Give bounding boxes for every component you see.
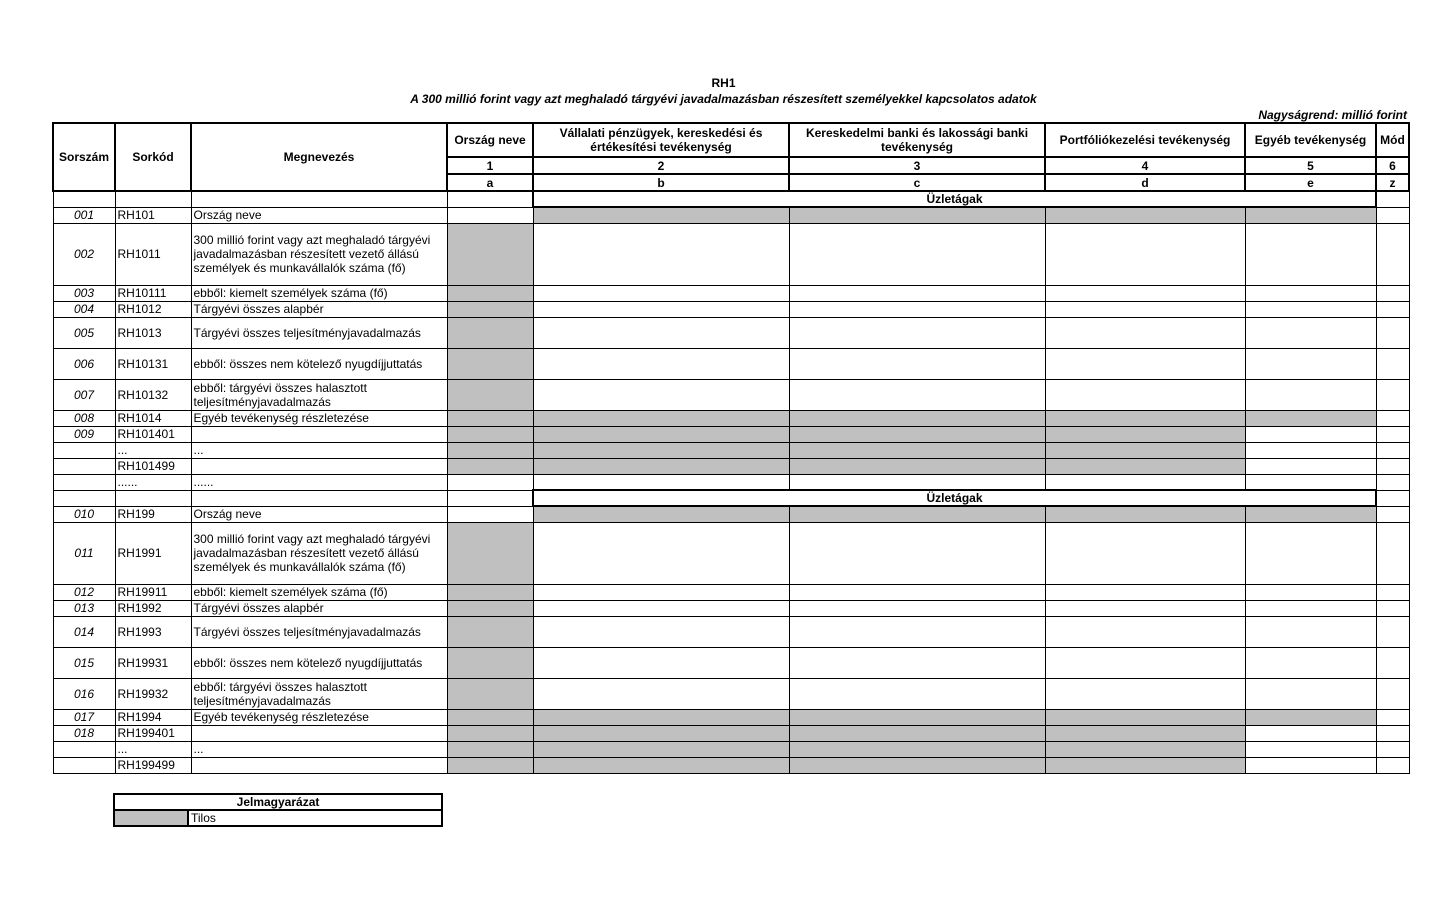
- table-row: [53, 317, 1409, 348]
- data-cell: [1045, 522, 1245, 584]
- row-code: RH1993: [115, 616, 191, 647]
- row-number: [53, 442, 115, 458]
- legend-item: Tilos: [188, 810, 442, 826]
- empty-cell: [115, 490, 191, 506]
- data-cell: [533, 600, 789, 616]
- header-num-6: 6: [1376, 157, 1409, 174]
- row-code: RH19932: [115, 678, 191, 709]
- shaded-cell: [789, 458, 1045, 474]
- row-number: 017: [53, 709, 115, 725]
- data-cell: [447, 207, 533, 223]
- shaded-cell: [1245, 410, 1376, 426]
- data-cell: [1376, 757, 1409, 773]
- data-cell: [533, 348, 789, 379]
- row-code: RH199499: [115, 757, 191, 773]
- row-code: RH1011: [115, 223, 191, 285]
- header-sorkod: Sorkód: [115, 123, 191, 191]
- row-description: ebből: kiemelt személyek száma (fő): [191, 285, 447, 301]
- shaded-cell: [533, 458, 789, 474]
- empty-cell: [1376, 490, 1409, 506]
- table-row: [53, 442, 1409, 458]
- row-description: [191, 757, 447, 773]
- report-code: RH1: [711, 76, 736, 90]
- shaded-cell: [789, 442, 1045, 458]
- shaded-cell: [447, 379, 533, 410]
- row-code: RH199401: [115, 725, 191, 741]
- shaded-cell: [447, 223, 533, 285]
- header-col-2: Vállalati pénzügyek, kereskedési és értékesítési tevékenység: [533, 123, 789, 157]
- header-megnevezes: Megnevezés: [191, 123, 447, 191]
- data-cell: [789, 678, 1045, 709]
- shaded-cell: [1245, 506, 1376, 522]
- shaded-cell: [447, 757, 533, 773]
- data-cell: [1045, 301, 1245, 317]
- data-cell: [789, 647, 1045, 678]
- row-description: ebből: kiemelt személyek száma (fő): [191, 584, 447, 600]
- section-row: [53, 490, 1409, 506]
- shaded-cell: [1045, 757, 1245, 773]
- data-cell: [533, 474, 789, 490]
- data-cell: [1045, 285, 1245, 301]
- data-cell: [1045, 600, 1245, 616]
- data-cell: [1045, 616, 1245, 647]
- data-cell: [533, 616, 789, 647]
- header-col-3: Kereskedelmi banki és lakossági banki tevékenység: [789, 123, 1045, 157]
- data-cell: [1376, 600, 1409, 616]
- shaded-cell: [789, 741, 1045, 757]
- shaded-cell: [533, 709, 789, 725]
- row-number: [53, 474, 115, 490]
- shaded-cell: [1045, 207, 1245, 223]
- shaded-cell: [533, 426, 789, 442]
- table-row: [53, 223, 1409, 285]
- header-num-4: 4: [1045, 157, 1245, 174]
- row-description: [191, 458, 447, 474]
- row-description: ebből: összes nem kötelező nyugdíjjuttatás: [191, 348, 447, 379]
- table-row: [53, 285, 1409, 301]
- row-description: Ország neve: [191, 506, 447, 522]
- row-description: ...: [191, 442, 447, 458]
- data-cell: [1376, 442, 1409, 458]
- table-row: [53, 725, 1409, 741]
- table-row: [53, 522, 1409, 584]
- header-letter-c: c: [789, 174, 1045, 191]
- data-cell: [533, 379, 789, 410]
- row-code: RH19931: [115, 647, 191, 678]
- row-description: Ország neve: [191, 207, 447, 223]
- row-description: Egyéb tevékenység részletezése: [191, 410, 447, 426]
- data-cell: [789, 616, 1045, 647]
- table-row: [53, 426, 1409, 442]
- data-cell: [1245, 426, 1376, 442]
- row-number: [53, 757, 115, 773]
- shaded-cell: [1045, 426, 1245, 442]
- shaded-cell: [533, 506, 789, 522]
- shaded-cell: [1245, 207, 1376, 223]
- data-cell: [789, 348, 1045, 379]
- shaded-cell: [447, 709, 533, 725]
- shaded-cell: [447, 285, 533, 301]
- row-code: RH10132: [115, 379, 191, 410]
- header-col-6: Mód: [1376, 123, 1409, 157]
- data-cell: [1376, 725, 1409, 741]
- row-number: 010: [53, 506, 115, 522]
- empty-cell: [115, 191, 191, 207]
- row-number: [53, 741, 115, 757]
- data-cell: [1045, 647, 1245, 678]
- header-num-5: 5: [1245, 157, 1376, 174]
- table-row: [53, 584, 1409, 600]
- shaded-cell: [447, 725, 533, 741]
- data-cell: [789, 223, 1045, 285]
- data-cell: [1376, 616, 1409, 647]
- row-code: ...: [115, 442, 191, 458]
- table-row: [53, 616, 1409, 647]
- table-row: [53, 410, 1409, 426]
- legend-swatch: [114, 810, 188, 826]
- header-sorszam: Sorszám: [53, 123, 115, 191]
- shaded-cell: [1045, 741, 1245, 757]
- row-code: RH19911: [115, 584, 191, 600]
- shaded-cell: [447, 426, 533, 442]
- data-cell: [1245, 223, 1376, 285]
- data-table: [52, 122, 1410, 774]
- table-row: [53, 474, 1409, 490]
- row-number: 002: [53, 223, 115, 285]
- unit-label: Nagyságrend: millió forint: [1258, 108, 1407, 122]
- data-cell: [1376, 506, 1409, 522]
- data-cell: [1376, 741, 1409, 757]
- row-number: 004: [53, 301, 115, 317]
- table-row: [53, 301, 1409, 317]
- data-cell: [1376, 647, 1409, 678]
- shaded-cell: [447, 348, 533, 379]
- data-cell: [1376, 285, 1409, 301]
- data-cell: [447, 506, 533, 522]
- row-code: RH101401: [115, 426, 191, 442]
- data-cell: [1245, 348, 1376, 379]
- table-row: [53, 506, 1409, 522]
- row-description: Tárgyévi összes alapbér: [191, 600, 447, 616]
- data-cell: [447, 474, 533, 490]
- data-cell: [1245, 600, 1376, 616]
- data-cell: [1245, 522, 1376, 584]
- table-row: [53, 348, 1409, 379]
- shaded-cell: [447, 584, 533, 600]
- data-cell: [533, 584, 789, 600]
- row-number: 007: [53, 379, 115, 410]
- row-description: Tárgyévi összes teljesítményjavadalmazás: [191, 317, 447, 348]
- row-description: Tárgyévi összes alapbér: [191, 301, 447, 317]
- data-cell: [789, 600, 1045, 616]
- row-number: 011: [53, 522, 115, 584]
- data-cell: [1376, 379, 1409, 410]
- row-description: Tárgyévi összes teljesítményjavadalmazás: [191, 616, 447, 647]
- data-cell: [533, 317, 789, 348]
- table-row: [53, 458, 1409, 474]
- shaded-cell: [789, 207, 1045, 223]
- header-col-4: Portfóliókezelési tevékenység: [1045, 123, 1245, 157]
- data-cell: [1376, 348, 1409, 379]
- data-cell: [1045, 317, 1245, 348]
- data-cell: [533, 285, 789, 301]
- shaded-cell: [447, 647, 533, 678]
- shaded-cell: [533, 410, 789, 426]
- shaded-cell: [447, 522, 533, 584]
- empty-cell: [1376, 191, 1409, 207]
- data-cell: [1376, 410, 1409, 426]
- row-number: 014: [53, 616, 115, 647]
- table-row: [53, 757, 1409, 773]
- row-number: 009: [53, 426, 115, 442]
- row-number: [53, 458, 115, 474]
- shaded-cell: [1045, 709, 1245, 725]
- shaded-cell: [533, 725, 789, 741]
- shaded-cell: [447, 600, 533, 616]
- data-cell: [789, 301, 1045, 317]
- empty-cell: [447, 490, 533, 506]
- data-cell: [1245, 725, 1376, 741]
- legend-title: Jelmagyarázat: [114, 794, 442, 810]
- row-description: [191, 725, 447, 741]
- data-cell: [1376, 207, 1409, 223]
- data-cell: [1245, 647, 1376, 678]
- header-letter-z: z: [1376, 174, 1409, 191]
- data-cell: [1245, 301, 1376, 317]
- header-letter-e: e: [1245, 174, 1376, 191]
- data-cell: [1245, 741, 1376, 757]
- shaded-cell: [789, 410, 1045, 426]
- data-cell: [1376, 678, 1409, 709]
- empty-cell: [191, 191, 447, 207]
- header-letter-d: d: [1045, 174, 1245, 191]
- shaded-cell: [533, 442, 789, 458]
- row-code: RH1992: [115, 600, 191, 616]
- row-description: 300 millió forint vagy azt meghaladó tárgyévi javadalmazásban részesített vezető állású személyek és munkavállalók száma (fő): [191, 522, 447, 584]
- empty-cell: [53, 191, 115, 207]
- shaded-cell: [789, 426, 1045, 442]
- row-description: ......: [191, 474, 447, 490]
- row-number: 012: [53, 584, 115, 600]
- data-cell: [1376, 317, 1409, 348]
- data-cell: [1245, 317, 1376, 348]
- data-cell: [1245, 757, 1376, 773]
- empty-cell: [191, 490, 447, 506]
- row-code: RH1014: [115, 410, 191, 426]
- row-number: 003: [53, 285, 115, 301]
- data-cell: [1376, 426, 1409, 442]
- row-number: 018: [53, 725, 115, 741]
- data-cell: [1045, 678, 1245, 709]
- table-row: [53, 379, 1409, 410]
- data-cell: [1376, 709, 1409, 725]
- table-row: [53, 647, 1409, 678]
- shaded-cell: [533, 741, 789, 757]
- data-cell: [533, 301, 789, 317]
- data-cell: [533, 223, 789, 285]
- section-row: [53, 191, 1409, 207]
- section-label: Üzletágak: [533, 490, 1376, 506]
- row-code: RH1991: [115, 522, 191, 584]
- shaded-cell: [447, 741, 533, 757]
- shaded-cell: [789, 757, 1045, 773]
- data-cell: [1376, 474, 1409, 490]
- shaded-cell: [1045, 458, 1245, 474]
- data-cell: [789, 584, 1045, 600]
- shaded-cell: [1045, 725, 1245, 741]
- data-cell: [789, 522, 1045, 584]
- data-cell: [533, 647, 789, 678]
- section-label: Üzletágak: [533, 191, 1376, 207]
- row-code: RH101: [115, 207, 191, 223]
- data-cell: [1045, 379, 1245, 410]
- row-number: 016: [53, 678, 115, 709]
- data-cell: [1045, 348, 1245, 379]
- header-col-5: Egyéb tevékenység: [1245, 123, 1376, 157]
- shaded-cell: [1245, 709, 1376, 725]
- data-cell: [789, 474, 1045, 490]
- shaded-cell: [1045, 410, 1245, 426]
- row-code: ...: [115, 741, 191, 757]
- shaded-cell: [789, 725, 1045, 741]
- data-cell: [789, 317, 1045, 348]
- row-number: 015: [53, 647, 115, 678]
- row-number: 005: [53, 317, 115, 348]
- empty-cell: [53, 490, 115, 506]
- data-cell: [1376, 301, 1409, 317]
- table-row: [53, 741, 1409, 757]
- data-cell: [1245, 474, 1376, 490]
- data-cell: [1376, 458, 1409, 474]
- row-number: 008: [53, 410, 115, 426]
- shaded-cell: [533, 757, 789, 773]
- data-cell: [1245, 442, 1376, 458]
- data-cell: [1245, 678, 1376, 709]
- shaded-cell: [447, 616, 533, 647]
- data-cell: [1045, 223, 1245, 285]
- shaded-cell: [447, 301, 533, 317]
- table-row: [53, 600, 1409, 616]
- shaded-cell: [1045, 506, 1245, 522]
- header-num-1: 1: [447, 157, 533, 174]
- row-description: ebből: összes nem kötelező nyugdíjjuttatás: [191, 647, 447, 678]
- data-cell: [789, 285, 1045, 301]
- row-number: 013: [53, 600, 115, 616]
- row-code: RH1013: [115, 317, 191, 348]
- table-row: [53, 678, 1409, 709]
- data-cell: [1045, 474, 1245, 490]
- row-code: RH10111: [115, 285, 191, 301]
- shaded-cell: [447, 458, 533, 474]
- row-code: RH1994: [115, 709, 191, 725]
- row-description: ebből: tárgyévi összes halasztott teljesítményjavadalmazás: [191, 379, 447, 410]
- header-col-1: Ország neve: [447, 123, 533, 157]
- row-description: ...: [191, 741, 447, 757]
- row-code: RH199: [115, 506, 191, 522]
- row-description: ebből: tárgyévi összes halasztott teljesítményjavadalmazás: [191, 678, 447, 709]
- header-num-2: 2: [533, 157, 789, 174]
- data-cell: [533, 522, 789, 584]
- report-title: A 300 millió forint vagy azt meghaladó tárgyévi javadalmazásban részesített személyekkel kapcsolatos adatok: [410, 92, 1037, 106]
- header-num-3: 3: [789, 157, 1045, 174]
- shaded-cell: [789, 709, 1045, 725]
- table-row: [53, 207, 1409, 223]
- shaded-cell: [447, 410, 533, 426]
- data-cell: [1245, 285, 1376, 301]
- data-cell: [1245, 584, 1376, 600]
- data-cell: [533, 678, 789, 709]
- row-description: Egyéb tevékenység részletezése: [191, 709, 447, 725]
- data-cell: [1245, 379, 1376, 410]
- row-code: RH10131: [115, 348, 191, 379]
- shaded-cell: [1045, 442, 1245, 458]
- data-cell: [1245, 458, 1376, 474]
- shaded-cell: [447, 442, 533, 458]
- data-cell: [1376, 522, 1409, 584]
- shaded-cell: [447, 678, 533, 709]
- row-description: 300 millió forint vagy azt meghaladó tárgyévi javadalmazásban részesített vezető állású személyek és munkavállalók száma (fő): [191, 223, 447, 285]
- row-code: RH101499: [115, 458, 191, 474]
- data-cell: [789, 379, 1045, 410]
- row-number: 001: [53, 207, 115, 223]
- shaded-cell: [789, 506, 1045, 522]
- row-number: 006: [53, 348, 115, 379]
- table-row: [53, 709, 1409, 725]
- row-description: [191, 426, 447, 442]
- data-cell: [1376, 223, 1409, 285]
- data-cell: [1045, 584, 1245, 600]
- shaded-cell: [447, 317, 533, 348]
- data-cell: [1376, 584, 1409, 600]
- header-letter-a: a: [447, 174, 533, 191]
- shaded-cell: [533, 207, 789, 223]
- empty-cell: [447, 191, 533, 207]
- header-letter-b: b: [533, 174, 789, 191]
- row-code: ......: [115, 474, 191, 490]
- data-cell: [1245, 616, 1376, 647]
- row-code: RH1012: [115, 301, 191, 317]
- legend: [113, 793, 443, 827]
